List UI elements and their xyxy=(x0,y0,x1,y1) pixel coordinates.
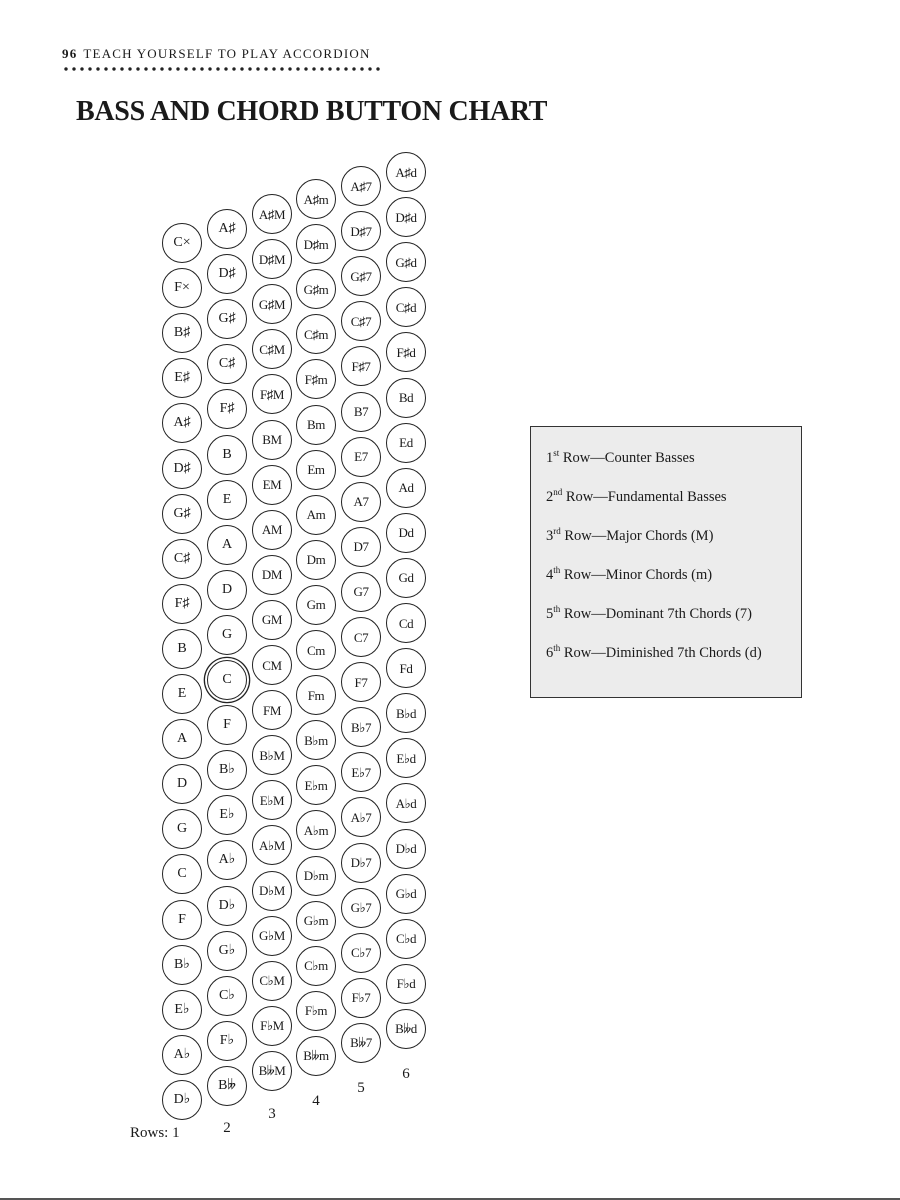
bass-button-row4: G♯m xyxy=(296,269,336,309)
legend-ordinal: 4 xyxy=(546,567,554,583)
bass-button-row6: C♭d xyxy=(386,919,426,959)
bass-button-row6: Gd xyxy=(386,558,426,598)
bass-button-row5: D♯7 xyxy=(341,211,381,251)
legend-item xyxy=(546,564,801,603)
bass-button-row4: C♭m xyxy=(296,946,336,986)
bass-button-row4: Am xyxy=(296,495,336,535)
bass-button-row1: A♭ xyxy=(162,1035,202,1075)
bass-button-row1: B♯ xyxy=(162,313,202,353)
bass-button-row2: F xyxy=(207,705,247,745)
bass-button-row5: E♭7 xyxy=(341,752,381,792)
bass-button-row5: G♭7 xyxy=(341,888,381,928)
bass-button-row6: Fd xyxy=(386,648,426,688)
bass-button-row1: G xyxy=(162,809,202,849)
bass-button-row2: A♯ xyxy=(207,209,247,249)
bass-button-row1: F× xyxy=(162,268,202,308)
legend-ordinal-suffix: th xyxy=(553,565,561,576)
bass-button-row1: A xyxy=(162,719,202,759)
legend-item xyxy=(546,603,801,642)
bass-button-row5: C7 xyxy=(341,617,381,657)
page-title: BASS AND CHORD BUTTON CHART xyxy=(76,96,548,127)
bass-button-row5: G♯7 xyxy=(341,256,381,296)
bass-button-row5: D7 xyxy=(341,527,381,567)
bass-button-row1: C× xyxy=(162,223,202,263)
bass-button-row5: B♭7 xyxy=(341,707,381,747)
bass-button-row2: D xyxy=(207,570,247,610)
bass-button-middle-c: C xyxy=(207,660,247,700)
bass-button-row2: C♯ xyxy=(207,344,247,384)
bass-button-row5: B7 xyxy=(341,392,381,432)
bass-button-row2: G xyxy=(207,615,247,655)
bass-button-row5: B𝄫7 xyxy=(341,1023,381,1063)
bass-button-row4: B𝄫m xyxy=(296,1036,336,1076)
bass-button-row4: G♭m xyxy=(296,901,336,941)
running-title: TEACH YOURSELF TO PLAY ACCORDION xyxy=(83,46,371,61)
bass-button-row3: A♯M xyxy=(252,194,292,234)
bass-button-row3: C♯M xyxy=(252,329,292,369)
bass-button-row6: B♭d xyxy=(386,693,426,733)
bass-button-row4: Gm xyxy=(296,585,336,625)
bass-button-row4: A♯m xyxy=(296,179,336,219)
bass-button-row1: D xyxy=(162,764,202,804)
bass-button-row4: Em xyxy=(296,450,336,490)
bass-button-row4: D♭m xyxy=(296,856,336,896)
bass-button-row5: D♭7 xyxy=(341,843,381,883)
row-number: 3 xyxy=(268,1106,276,1122)
bass-button-row4: Dm xyxy=(296,540,336,580)
bass-button-row3: E♭M xyxy=(252,780,292,820)
legend-text: Row—Fundamental Basses xyxy=(562,489,727,505)
bass-button-row4: F♯m xyxy=(296,359,336,399)
bass-button-row4: F♭m xyxy=(296,991,336,1031)
bass-button-row1: D♯ xyxy=(162,449,202,489)
bass-button-row6: E♭d xyxy=(386,738,426,778)
bass-button-row6: B𝄫d xyxy=(386,1009,426,1049)
legend-ordinal-suffix: nd xyxy=(553,487,563,498)
legend-ordinal: 6 xyxy=(546,645,554,661)
bass-button-row6: Bd xyxy=(386,378,426,418)
bass-button-row2: A xyxy=(207,525,247,565)
bass-button-row3: AM xyxy=(252,510,292,550)
bass-button-row3: D♯M xyxy=(252,239,292,279)
bass-button-row6: Dd xyxy=(386,513,426,553)
bass-button-row1: G♯ xyxy=(162,494,202,534)
bass-button-row1: A♯ xyxy=(162,403,202,443)
bass-button-row3: D♭M xyxy=(252,871,292,911)
row-number: 5 xyxy=(357,1080,365,1096)
row-number: 4 xyxy=(312,1093,320,1109)
legend-item xyxy=(546,486,801,525)
bass-button-row6: Cd xyxy=(386,603,426,643)
bass-button-row5: A♯7 xyxy=(341,166,381,206)
bass-button-row3: B♭M xyxy=(252,735,292,775)
legend-text: Row—Major Chords (M) xyxy=(560,528,714,544)
bass-button-row2: E♭ xyxy=(207,795,247,835)
legend-ordinal: 5 xyxy=(546,606,554,622)
bass-button-row4: E♭m xyxy=(296,765,336,805)
bass-button-row2: B xyxy=(207,435,247,475)
legend-ordinal-suffix: th xyxy=(553,643,561,654)
bass-button-row1: C♯ xyxy=(162,539,202,579)
bass-button-row4: Cm xyxy=(296,630,336,670)
bass-button-row3: B𝄫M xyxy=(252,1051,292,1091)
rows-label: Rows: 1 xyxy=(130,1125,180,1141)
bass-button-row6: A♭d xyxy=(386,783,426,823)
bass-button-row3: BM xyxy=(252,420,292,460)
legend-text: Row—Minor Chords (m) xyxy=(560,567,713,583)
bass-button-row2: F♯ xyxy=(207,389,247,429)
bass-button-row2: F♭ xyxy=(207,1021,247,1061)
bass-button-row4: A♭m xyxy=(296,810,336,850)
bass-button-row3: A♭M xyxy=(252,825,292,865)
legend-ordinal: 3 xyxy=(546,528,554,544)
bass-button-row5: C♭7 xyxy=(341,933,381,973)
bass-button-row3: GM xyxy=(252,600,292,640)
bass-button-row2: E xyxy=(207,480,247,520)
bass-button-row6: Ad xyxy=(386,468,426,508)
bass-button-row1: D♭ xyxy=(162,1080,202,1120)
bass-button-row3: F♭M xyxy=(252,1006,292,1046)
bass-button-row3: EM xyxy=(252,465,292,505)
bass-button-row4: Bm xyxy=(296,405,336,445)
legend-text: Row—Diminished 7th Chords (d) xyxy=(560,645,762,661)
row-number: 6 xyxy=(402,1066,410,1082)
bass-button-row6: Ed xyxy=(386,423,426,463)
bass-button-row6: G♯d xyxy=(386,242,426,282)
bass-button-row1: E♯ xyxy=(162,358,202,398)
bass-button-row1: B♭ xyxy=(162,945,202,985)
legend-item xyxy=(546,642,801,681)
legend-ordinal: 2 xyxy=(546,489,554,505)
bass-button-row1: F xyxy=(162,900,202,940)
legend-ordinal-suffix: st xyxy=(553,448,560,459)
bass-button-row5: C♯7 xyxy=(341,301,381,341)
bass-button-row4: D♯m xyxy=(296,224,336,264)
bass-button-row6: D♭d xyxy=(386,829,426,869)
bass-button-row2: B♭ xyxy=(207,750,247,790)
bass-button-row5: F♯7 xyxy=(341,346,381,386)
bass-button-row3: C♭M xyxy=(252,961,292,1001)
bass-button-row3: G♭M xyxy=(252,916,292,956)
bass-button-row6: D♯d xyxy=(386,197,426,237)
legend-text: Row—Counter Basses xyxy=(559,450,695,466)
bass-button-row5: F7 xyxy=(341,662,381,702)
bass-button-row4: B♭m xyxy=(296,720,336,760)
legend-item xyxy=(546,525,801,564)
bass-button-row3: G♯M xyxy=(252,284,292,324)
bass-button-row3: FM xyxy=(252,690,292,730)
bass-button-row3: CM xyxy=(252,645,292,685)
bass-button-row6: C♯d xyxy=(386,287,426,327)
legend-item xyxy=(546,447,801,486)
legend-ordinal-suffix: rd xyxy=(553,526,561,537)
bass-button-row5: A♭7 xyxy=(341,797,381,837)
bass-button-row1: E♭ xyxy=(162,990,202,1030)
bass-button-row3: F♯M xyxy=(252,374,292,414)
bass-button-row2: A♭ xyxy=(207,840,247,880)
bass-button-row1: E xyxy=(162,674,202,714)
bass-button-row5: A7 xyxy=(341,482,381,522)
row-legend xyxy=(530,426,802,698)
bass-button-row2: D♯ xyxy=(207,254,247,294)
bass-button-row4: Fm xyxy=(296,675,336,715)
bass-button-row1: C xyxy=(162,854,202,894)
bass-button-row2: D♭ xyxy=(207,886,247,926)
bass-button-row3: DM xyxy=(252,555,292,595)
bass-button-row1: F♯ xyxy=(162,584,202,624)
row-number: 2 xyxy=(223,1120,231,1136)
bass-button-row6: A♯d xyxy=(386,152,426,192)
bass-button-row2: C♭ xyxy=(207,976,247,1016)
bass-button-row6: F♯d xyxy=(386,332,426,372)
bass-button-row6: F♭d xyxy=(386,964,426,1004)
bass-button-row5: G7 xyxy=(341,572,381,612)
page-number: 96 xyxy=(62,46,78,61)
bass-button-row2: G♭ xyxy=(207,931,247,971)
bass-button-row2: B𝄫 xyxy=(207,1066,247,1106)
legend-ordinal: 1 xyxy=(546,450,554,466)
bass-button-row4: C♯m xyxy=(296,314,336,354)
bass-button-row6: G♭d xyxy=(386,874,426,914)
legend-text: Row—Dominant 7th Chords (7) xyxy=(560,606,752,622)
bass-button-row2: G♯ xyxy=(207,299,247,339)
bass-button-row5: E7 xyxy=(341,437,381,477)
legend-ordinal-suffix: th xyxy=(553,604,561,615)
bass-button-row5: F♭7 xyxy=(341,978,381,1018)
bass-button-row1: B xyxy=(162,629,202,669)
